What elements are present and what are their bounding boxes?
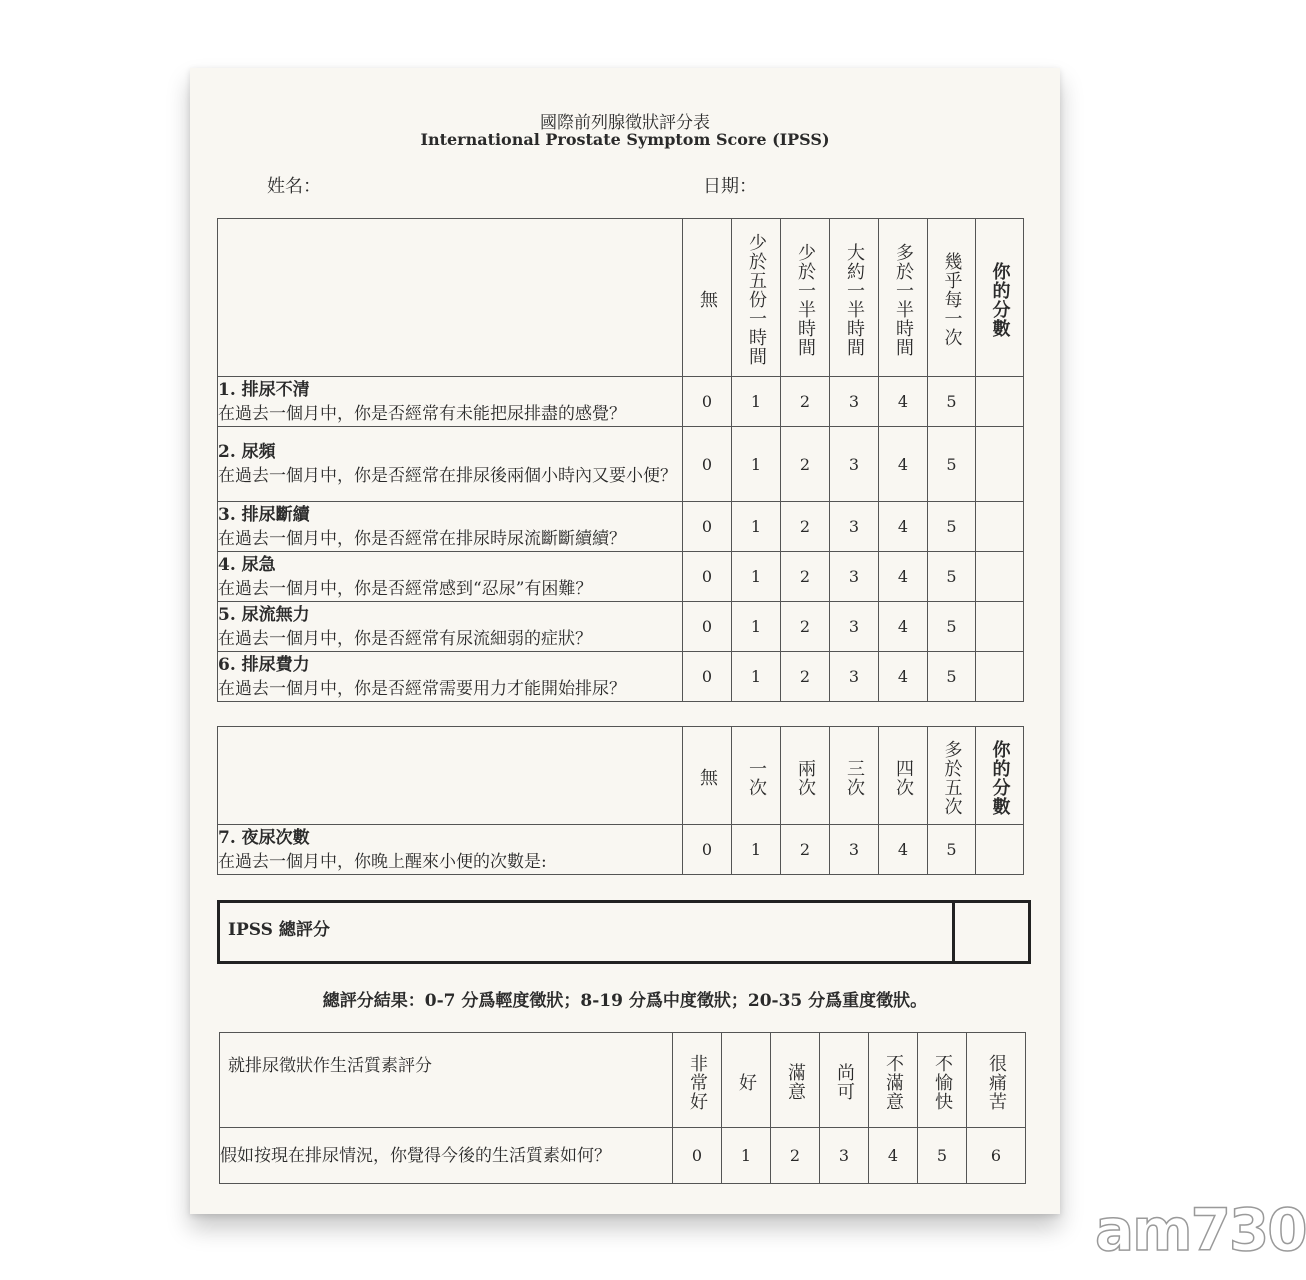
score-option[interactable]: 4 [879, 502, 928, 552]
question-row [218, 825, 1024, 875]
qol-question: 假如按現在排尿情況，你覺得今後的生活質素如何？ [220, 1145, 611, 1166]
question-text: 在過去一個月中，你是否經常在排尿時尿流斷斷續續？ [218, 528, 626, 549]
question-cell [218, 825, 683, 875]
score-option[interactable]: 2 [781, 825, 830, 875]
score-option[interactable]: 3 [830, 825, 879, 875]
header-row [218, 219, 1024, 377]
score-option[interactable]: 5 [928, 552, 976, 602]
qol-header: 非常好 [687, 1053, 708, 1111]
score-option[interactable]: 1 [732, 552, 781, 602]
question-text: 在過去一個月中，你是否經常感到“忍尿”有困難？ [218, 578, 593, 599]
qol-header-cell [722, 1033, 771, 1128]
score-option[interactable]: 5 [928, 602, 976, 652]
question-title: 6. 排尿費力 [218, 654, 310, 675]
score-option[interactable]: 1 [732, 825, 781, 875]
header-row [218, 727, 1024, 825]
frequency-header-cell [830, 219, 879, 377]
score-option[interactable]: 3 [830, 502, 879, 552]
qol-header: 滿意 [785, 1063, 806, 1101]
qol-title: 就排尿徵狀作生活質素評分 [228, 1056, 432, 1076]
qol-header: 尚可 [834, 1063, 855, 1101]
question-text: 在過去一個月中，你是否經常需要用力才能開始排尿？ [218, 678, 626, 699]
ipss-total-box [217, 900, 1031, 964]
your-score-cell[interactable] [976, 427, 1024, 502]
score-option[interactable]: 5 [928, 377, 976, 427]
score-option[interactable]: 5 [928, 502, 976, 552]
score-option[interactable]: 1 [732, 502, 781, 552]
your-score-cell[interactable] [976, 502, 1024, 552]
score-option[interactable]: 2 [781, 552, 830, 602]
ipss-form-sheet [190, 68, 1060, 1214]
your-score-cell[interactable] [976, 377, 1024, 427]
your-score-cell[interactable] [976, 602, 1024, 652]
score-option[interactable]: 3 [830, 427, 879, 502]
question-cell [218, 377, 683, 427]
frequency-header-cell [781, 727, 830, 825]
question-row [218, 652, 1024, 702]
date-label: 日期： [703, 176, 757, 197]
score-option[interactable]: 2 [781, 377, 830, 427]
qol-header-row [220, 1033, 1026, 1128]
frequency-header-cell [683, 219, 732, 377]
nocturia-table [217, 726, 1024, 875]
am730-watermark-logo: am730 [1095, 1196, 1306, 1264]
question-row [218, 377, 1024, 427]
title-chinese: 國際前列腺徵狀評分表 [540, 113, 710, 133]
score-option[interactable]: 4 [879, 427, 928, 502]
title-english: International Prostate Symptom Score (IPSS) [420, 130, 830, 149]
score-header-cell [976, 727, 1024, 825]
qol-header-cell [820, 1033, 869, 1128]
score-option[interactable]: 3 [830, 652, 879, 702]
score-option[interactable]: 1 [732, 377, 781, 427]
question-title: 2. 尿頻 [218, 442, 276, 462]
frequency-header-cell [683, 727, 732, 825]
score-option[interactable]: 3 [830, 552, 879, 602]
header-blank-cell [218, 219, 683, 377]
score-option[interactable]: 1 [732, 427, 781, 502]
your-score-cell[interactable] [976, 552, 1024, 602]
question-row [218, 427, 1024, 502]
question-text: 在過去一個月中，你是否經常有未能把尿排盡的感覺？ [218, 403, 626, 424]
qol-score-option[interactable]: 4 [869, 1128, 918, 1184]
question-row [218, 502, 1024, 552]
qol-question-cell [220, 1128, 673, 1184]
score-option[interactable]: 2 [781, 652, 830, 702]
score-option[interactable]: 4 [879, 652, 928, 702]
frequency-header: 少於一半時間 [795, 242, 816, 357]
quality-of-life-table [219, 1032, 1026, 1184]
frequency-header: 幾乎每一次 [941, 252, 963, 347]
score-option[interactable]: 5 [928, 427, 976, 502]
frequency-header: 少於五份一時間 [746, 233, 767, 366]
score-option[interactable]: 1 [732, 652, 781, 702]
frequency-header: 三次 [844, 758, 865, 797]
question-cell [218, 602, 683, 652]
frequency-header-cell [830, 727, 879, 825]
qol-title-cell [220, 1033, 673, 1128]
question-text: 在過去一個月中，你是否經常在排尿後兩個小時內又要小便？ [218, 466, 677, 486]
qol-header: 好 [736, 1072, 757, 1092]
frequency-header-cell [879, 727, 928, 825]
score-option[interactable]: 4 [879, 825, 928, 875]
score-option[interactable]: 0 [683, 825, 732, 875]
score-option[interactable]: 0 [683, 502, 732, 552]
qol-header: 很痛苦 [986, 1053, 1007, 1111]
frequency-header: 四次 [893, 758, 914, 797]
score-result-text: 總評分結果：0-7 分爲輕度徵狀；8-19 分爲中度徵狀；20-35 分爲重度徵狀。 [322, 991, 928, 1011]
score-option[interactable]: 1 [732, 602, 781, 652]
frequency-header: 一次 [746, 758, 767, 797]
qol-score-option[interactable]: 1 [722, 1128, 771, 1184]
question-cell [218, 427, 683, 502]
score-option[interactable]: 0 [683, 552, 732, 602]
question-title: 1. 排尿不清 [218, 379, 310, 400]
question-title: 5. 尿流無力 [218, 604, 310, 625]
score-option[interactable]: 2 [781, 427, 830, 502]
question-title: 4. 尿急 [218, 554, 276, 575]
frequency-header: 多於一半時間 [893, 242, 914, 357]
qol-header-cell [673, 1033, 722, 1128]
frequency-header: 多於五次 [941, 739, 963, 816]
qol-header: 不愉快 [932, 1053, 953, 1111]
score-option[interactable]: 2 [781, 602, 830, 652]
header-blank-cell [218, 727, 683, 825]
frequency-header-cell [879, 219, 928, 377]
score-option[interactable]: 0 [683, 602, 732, 652]
ipss-total-label: IPSS 總評分 [228, 920, 330, 940]
name-label: 姓名： [267, 176, 321, 197]
question-cell [218, 502, 683, 552]
score-option[interactable]: 5 [928, 825, 976, 875]
score-header-cell [976, 219, 1024, 377]
score-option[interactable]: 0 [683, 427, 732, 502]
score-option[interactable]: 4 [879, 552, 928, 602]
question-title: 7. 夜尿次數 [218, 827, 310, 848]
qol-header-cell [918, 1033, 967, 1128]
question-row [218, 552, 1024, 602]
qol-score-option[interactable]: 2 [771, 1128, 820, 1184]
question-cell [218, 552, 683, 602]
frequency-header: 無 [697, 290, 718, 309]
qol-score-option[interactable]: 5 [918, 1128, 967, 1184]
score-option[interactable]: 0 [683, 377, 732, 427]
frequency-header: 無 [697, 768, 718, 787]
score-option[interactable]: 2 [781, 502, 830, 552]
frequency-header-cell [732, 219, 781, 377]
your-score-cell[interactable] [976, 652, 1024, 702]
qol-header-cell [967, 1033, 1026, 1128]
your-score-cell[interactable] [976, 825, 1024, 875]
frequency-header-cell [732, 727, 781, 825]
qol-header-cell [771, 1033, 820, 1128]
symptom-table [217, 218, 1024, 702]
question-text: 在過去一個月中，你晚上醒來小便的次數是: [218, 851, 547, 872]
score-option[interactable]: 5 [928, 652, 976, 702]
qol-score-option[interactable]: 0 [673, 1128, 722, 1184]
question-row [218, 602, 1024, 652]
qol-score-option[interactable]: 3 [820, 1128, 869, 1184]
score-option[interactable]: 4 [879, 602, 928, 652]
frequency-header: 兩次 [795, 758, 816, 797]
total-divider [952, 903, 955, 961]
score-header: 你的分數 [989, 739, 1011, 816]
score-option[interactable]: 0 [683, 652, 732, 702]
qol-header-cell [869, 1033, 918, 1128]
frequency-header-cell [781, 219, 830, 377]
frequency-header-cell [928, 727, 976, 825]
score-header: 你的分數 [989, 261, 1011, 338]
question-text: 在過去一個月中，你是否經常有尿流細弱的症狀？ [218, 628, 592, 649]
qol-header: 不滿意 [883, 1053, 904, 1111]
qol-question-row [220, 1128, 1026, 1184]
qol-score-option[interactable]: 6 [967, 1128, 1026, 1184]
score-option[interactable]: 4 [879, 377, 928, 427]
frequency-header: 大約一半時間 [844, 242, 865, 357]
score-option[interactable]: 3 [830, 602, 879, 652]
question-title: 3. 排尿斷續 [218, 504, 310, 525]
score-option[interactable]: 3 [830, 377, 879, 427]
question-cell [218, 652, 683, 702]
frequency-header-cell [928, 219, 976, 377]
